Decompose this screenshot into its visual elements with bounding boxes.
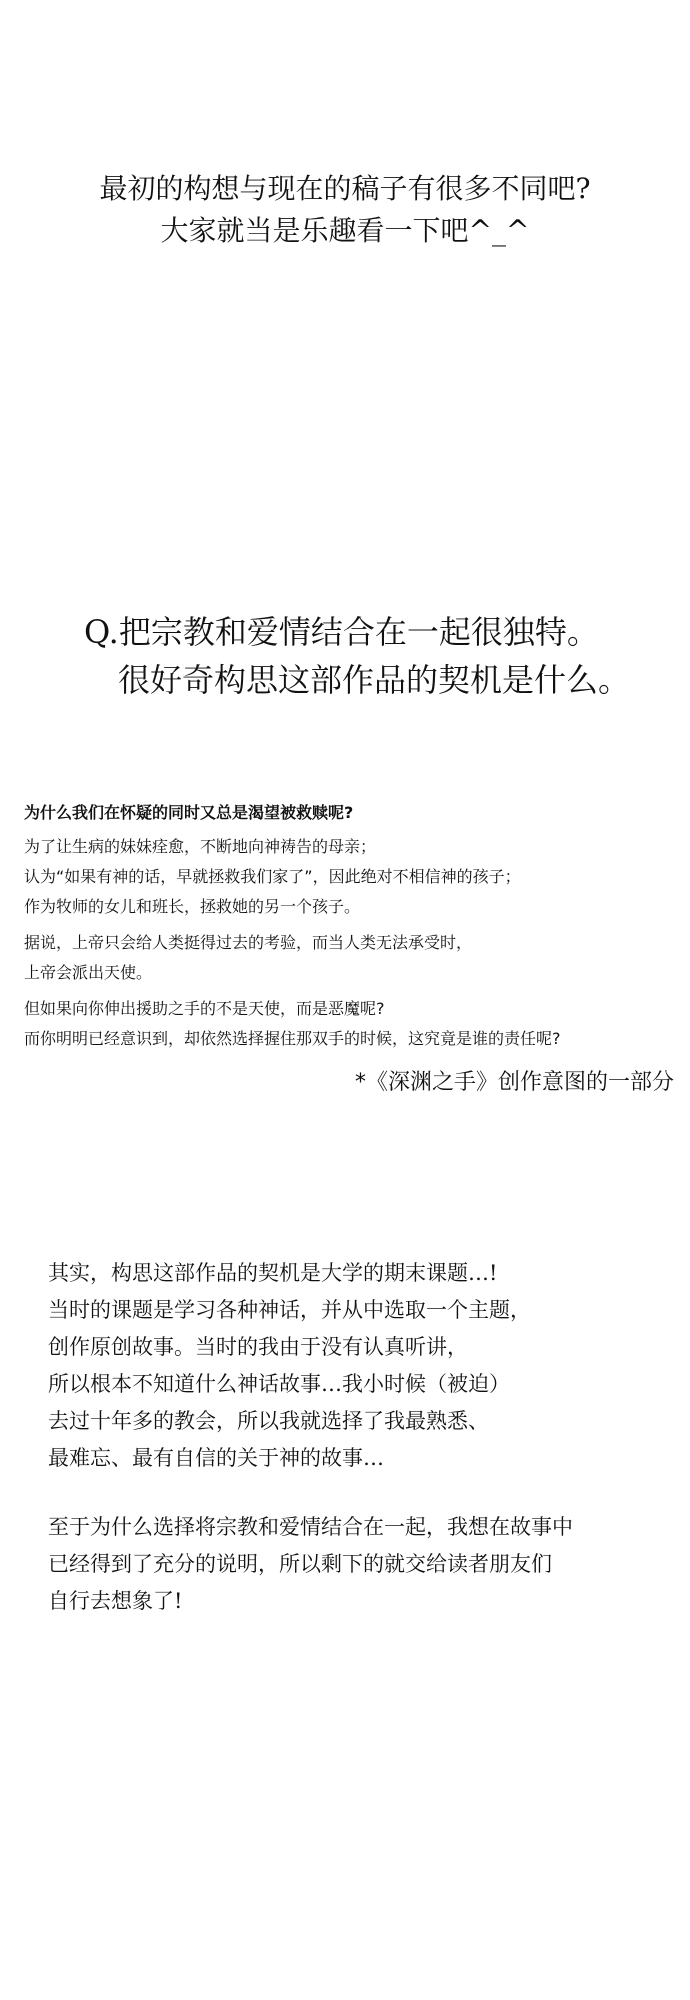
answer-line: 所以根本不知道什么神话故事…我小时候（被迫） [48,1372,510,1396]
excerpt-line: 据说，上帝只会给人类挺得过去的考验，而当人类无法承受时， [24,933,473,952]
excerpt-group-2 [24,928,674,988]
answer-line: 其实，构思这部作品的契机是大学的期末课题…! [48,1261,498,1285]
excerpt-title: 为什么我们在怀疑的同时又总是渴望被救赎呢? [24,803,354,822]
answer-line: 自行去想象了! [48,1589,183,1613]
answer-line: 去过十年多的教会，所以我就选择了我最熟悉、 [48,1409,489,1433]
intro-line-2: 大家就当是乐趣看一下吧^_^ [160,214,530,247]
answer-text [48,1255,668,1652]
answer-line: 至于为什么选择将宗教和爱情结合在一起，我想在故事中 [48,1515,573,1539]
excerpt-line: 上帝会派出天使。 [24,963,153,982]
excerpt-line: 而你明明已经意识到，却依然选择握住那双手的时候，这究竟是谁的责任呢? [24,1029,561,1048]
excerpt-group-1 [24,832,674,922]
answer-line: 创作原创故事。当时的我由于没有认真听讲， [48,1335,468,1359]
answer-line: 最难忘、最有自信的关于神的故事… [48,1446,384,1470]
answer-line: 当时的课题是学习各种神话，并从中选取一个主题， [48,1298,531,1322]
excerpt-group-3 [24,994,674,1054]
excerpt-line: 认为“如果有神的话，早就拯救我们家了”，因此绝对不相信神的孩子； [24,867,521,886]
intro-text [0,168,690,252]
excerpt-line: 作为牧师的女儿和班长，拯救她的另一个孩子。 [24,897,361,916]
excerpt-block [24,800,674,1095]
excerpt-line: 但如果向你伸出援助之手的不是天使，而是恶魔呢? [24,999,385,1018]
question-line-2: 很好奇构思这部作品的契机是什么。 [118,661,631,699]
answer-paragraph-1 [48,1255,668,1477]
excerpt-line: 为了让生病的妹妹痊愈，不断地向神祷告的母亲； [24,837,377,856]
intro-line-1: 最初的构想与现在的稿子有很多不同吧? [99,172,591,205]
question-line-1: Q.把宗教和爱情结合在一起很独特。 [84,613,599,651]
excerpt-caption: *《深渊之手》创作意图的一部分 [354,1070,674,1095]
answer-line: 已经得到了充分的说明，所以剩下的就交给读者朋友们 [48,1552,552,1576]
answer-paragraph-2 [48,1509,668,1620]
